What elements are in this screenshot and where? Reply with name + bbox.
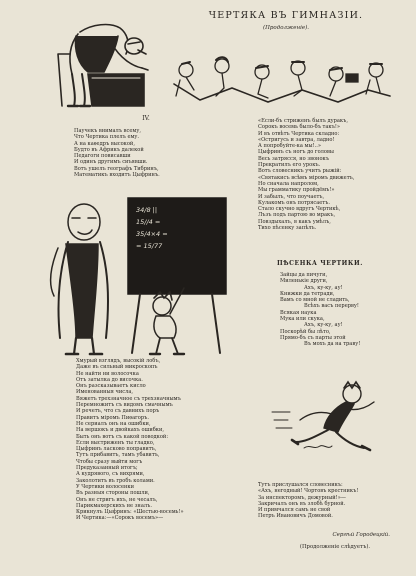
verse-line: Повздыхалъ, в какъ умѣлъ, [258, 218, 331, 225]
blackboard-line: 34/8 || [136, 206, 158, 214]
verse-line: Въ разныя стороны пошли, [76, 490, 150, 497]
verse-line: Крикнулъ Цыфринъ: «Шестью-восемь!» [76, 509, 184, 516]
song-line: Мука или скука, [280, 316, 325, 323]
right-column-bottom [258, 482, 408, 520]
continued-note: (Продолженіе слѣдуетъ). [299, 544, 371, 550]
verse-line: Вотъ словесникъ учитъ рыжій: [258, 168, 342, 175]
page-subtitle: (Продолженіе). [262, 25, 310, 31]
left-column-bottom [76, 358, 246, 522]
song-line: Зайцы да пичуги, [280, 272, 328, 278]
verse-line: Онъ разсказываетъ кисло [76, 383, 146, 390]
author-signature: Сергѣй Городецкій. [332, 532, 390, 538]
verse-line: Кулакомъ онъ потрясаетъ. [258, 199, 330, 206]
song-line: Ахъ, ку-ку, ау! [304, 322, 343, 329]
verse-line: И одинъ другимъ сиъявши. [74, 159, 148, 166]
verse-line: Вяжетъ трехзначное съ трехзначнымъ [76, 395, 181, 402]
verse-line: Цыфринъ съ ногъ до головы [258, 149, 334, 156]
verse-line: Паучекъ внималъ всему, [74, 128, 141, 134]
verse-line: У Чертики волосенки [76, 483, 135, 490]
verse-line: Стало скучно вдругъ Чертикѣ, [258, 206, 341, 213]
verse-line: Перемножитъ съ видомъ смачнымъ [76, 402, 173, 409]
verse-line: Хмурый взглядъ, высокій лобъ, [76, 358, 161, 364]
verse-line: И Чертика:—«Сорокъ восемъ»— [76, 515, 164, 522]
verse-line: Весь затрясся, но звонокъ [258, 155, 329, 162]
verse-line: Правитъ міромъ Пиѳагоръ. [76, 414, 149, 421]
verse-line: И примчался самъ не свой [258, 507, 331, 514]
right-column-top [258, 118, 408, 231]
verse-line: Педагоги повисавши [74, 153, 131, 160]
verse-line: Что Чертика плелъ ему. [74, 134, 140, 141]
verse-line: «Ахъ, негодный! Чортовъ крестникъ! [258, 488, 359, 495]
verse-line: Не найти ни волосочка [76, 370, 139, 377]
song-line: Прямо-бъ съ парты этой [280, 334, 346, 341]
page-title: ЧЕРТЯКА ВЪ ГИМНАЗІИ. [208, 10, 364, 21]
verse-line: И речетъ, что съ давнихъ поръ [76, 408, 160, 415]
verse-line: Сорокъ восемь было-бъ такъ!» [258, 124, 341, 131]
verse-line: Именованныя числа, [76, 389, 133, 396]
verse-line: «Святакисъ всѣмъ міромъ движетъ, [258, 174, 355, 181]
song-line: Поскорѣй бы лѣто, [280, 328, 331, 335]
verse-line: Заколотитъ въ гробъ колами. [76, 477, 155, 484]
verse-line: За инспекторомъ, дежурный!»— [258, 494, 346, 501]
verse-line: Тутъ прибавитъ, тамъ убавитъ, [76, 452, 160, 459]
verse-line: Цыфринъ ласково поправитъ, [76, 446, 157, 453]
blackboard-line: = 15/77 [136, 242, 163, 250]
song-verses [262, 272, 378, 348]
verse-line: Закричалъ онъ въ злобѣ бурной. [258, 500, 346, 507]
blackboard-line: 35/4×4 = [136, 230, 168, 238]
verse-line: А попробуйте-ка мы!..» [258, 143, 321, 150]
verse-line: Петръ Ивановичъ Домовой. [258, 513, 333, 520]
blackboard-line: 15//4 = [136, 218, 161, 226]
song-line: Всѣхъ васъ перерву! [304, 303, 359, 310]
verse-line: На вершокъ и двойкахъ ошибки, [76, 427, 164, 434]
verse-line: Парикмахерскихъ не зналъ. [76, 502, 152, 509]
song-line: Миленькіе други, [280, 278, 328, 285]
song-line: Книжки да тетради, [280, 290, 335, 297]
verse-line: Быть онъ вотъ съ какой поводкой: [76, 433, 169, 440]
section-number: IV. [142, 115, 150, 122]
running-boy-illustration [270, 378, 390, 454]
verse-line: Тихо пѣсенку запѣлъ. [258, 225, 317, 232]
verse-line: Прекратилъ его урокъ. [258, 162, 321, 169]
song-line: Ахъ, ку-ку, ау! [304, 284, 343, 291]
verse-line: Вотъ ушелъ географъ Тибринъ, [74, 165, 159, 172]
verse-line: Тутъ прислушался словесникъ: [258, 482, 343, 488]
verse-line: Отъ затылка до височка. [76, 376, 143, 383]
verse-line: Предуказанный итогъ; [76, 465, 138, 472]
teacher-at-desk-illustration [48, 14, 168, 108]
pupils-at-desks-illustration [170, 44, 392, 112]
verse-line: Лъзъ подъ партою во мракъ, [258, 212, 336, 219]
verse-line: «Если-бъ стриженъ былъ дуракъ, [258, 118, 348, 124]
left-column-top [74, 128, 234, 178]
verse-line: Будто въ Африкъ далекой [74, 146, 144, 153]
verse-line: И въ отвѣтъ Чертика складно: [258, 130, 340, 137]
song-title: ПѢСЕНКА ЧЕРТИКИ. [277, 260, 363, 267]
blackboard-equations [136, 204, 226, 252]
song-line: Въ мохъ да на траву! [304, 341, 361, 348]
verse-line: Не сериалъ онъ на ошибки, [76, 420, 151, 427]
verse-line: Чтобы сразу выйти могъ [76, 458, 143, 465]
verse-line: Мы грамматику пройдёмъ!» [258, 187, 335, 194]
song-line: Всякая наука [280, 309, 317, 316]
verse-line: «Остригусь и завтра, ладно! [258, 136, 335, 143]
verse-line: Математикъ входитъ Цыфринъ. [74, 172, 160, 179]
verse-line: Если выстриженъ ты гладко, [76, 439, 155, 446]
verse-line: А кудрявого, съ вихрями, [76, 471, 145, 478]
verse-line: А на каѳедръ высокой, [74, 140, 135, 147]
verse-line: Онъ не стригъ ихъ, не чесалъ, [76, 496, 158, 503]
verse-line: Даже въ сильный микроскопъ [76, 364, 158, 371]
verse-line: И забылъ, что поучаетъ, [258, 193, 325, 200]
song-line: Вамъ со мной не сладить, [280, 297, 350, 304]
verse-line: Но сначала напролом, [258, 180, 319, 187]
